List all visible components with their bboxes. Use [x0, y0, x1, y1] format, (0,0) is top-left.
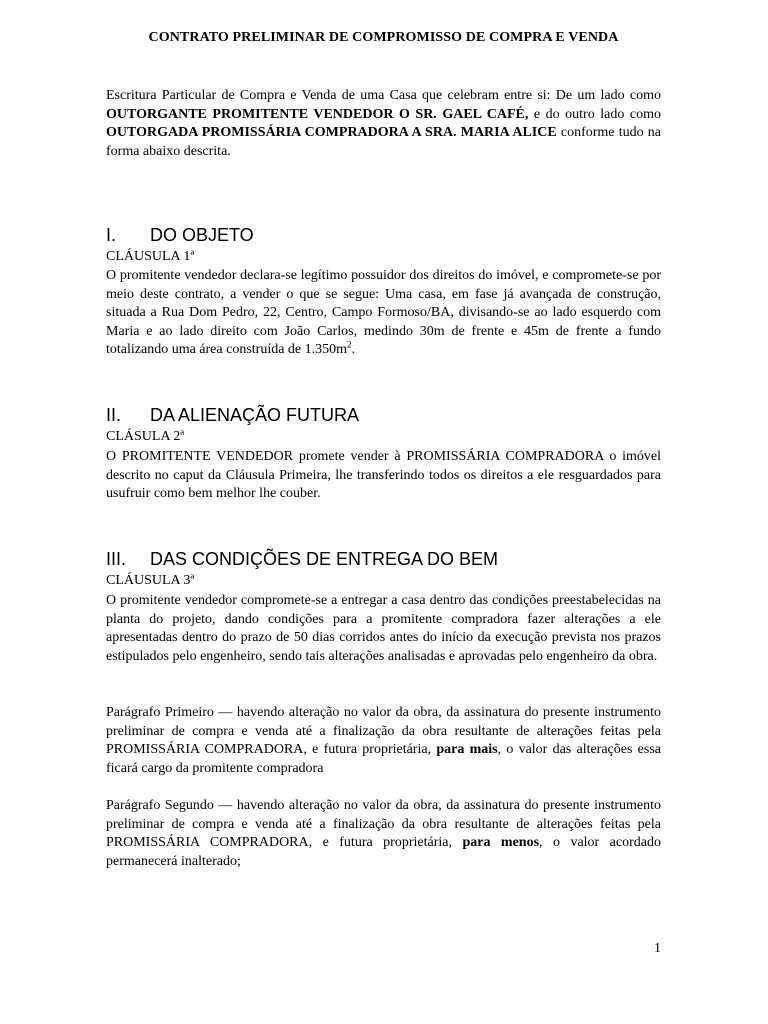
- paragraph-text: , o valor das alterações essa ficará cargo da promitente compradora: [106, 742, 662, 776]
- intro-text: conforme tudo na forma abaixo descrita.: [106, 125, 661, 159]
- paragraph-text: Parágrafo Segundo — havendo alteração no valor da obra, da assinatura do presente instrumento preliminar de compra e venda até a finalização da obra resultante de alterações feitas pela PROMISSÁRIA COMPRADORA, e futura proprietária,: [106, 798, 661, 850]
- paragraph-primeiro: [106, 704, 661, 778]
- buyer-name: OUTORGADA PROMISSÁRIA COMPRADORA A SRA. MARIA ALICE: [106, 125, 557, 140]
- contract-title: CONTRATO PRELIMINAR DE COMPROMISSO DE COMPRA E VENDA: [148, 30, 619, 45]
- section-heading-objeto: [106, 224, 661, 246]
- superscript: 2: [347, 339, 352, 350]
- intro-paragraph: [106, 87, 661, 161]
- section-number: III.: [106, 549, 127, 569]
- section-title: DO OBJETO: [150, 225, 254, 245]
- section-number: I.: [106, 225, 117, 245]
- clause-text: [106, 267, 661, 360]
- paragraph-text: , o valor acordado permanecerá inalterado;: [106, 835, 661, 869]
- intro-text: Escritura Particular de Compra e Venda de uma Casa que celebram entre si: De um lado como: [106, 88, 661, 103]
- page-number: 1: [654, 941, 661, 956]
- paragraph-emphasis: para mais: [436, 742, 498, 757]
- clause-label: CLÁUSULA 1ª: [106, 249, 195, 264]
- clause-label: CLÁSULA 2ª: [106, 429, 185, 444]
- clause-end: .: [351, 342, 356, 357]
- clause-text: O PROMITENTE VENDEDOR promete vender à PROMISSÁRIA COMPRADORA o imóvel descrito no caput da Cláusula Primeira, lhe transferindo todos os direitos a ele resguardados para usufruir como bem melhor lhe couber.: [106, 449, 661, 501]
- intro-text: e do outro lado como: [528, 106, 661, 122]
- paragraph-emphasis: para menos: [462, 835, 540, 850]
- clause-body: O promitente vendedor declara-se legítimo possuidor dos direitos do imóvel, e compromete-se por meio deste contrato, a vender o que se segue: Uma casa, em fase já avançada de construção, situada a Rua Dom Pedro, 22, Centro, Campo Formoso/BA, divisando-se ao lado esquerdo com Maria e ao lado direito com João Carlos, medindo 30m de frente e 45m de frente a fundo totalizando uma área construída de 1.350m: [106, 268, 661, 357]
- section-title: DAS CONDIÇÕES DE ENTREGA DO BEM: [150, 549, 499, 569]
- clause-label: CLÁUSULA 3ª: [106, 573, 195, 588]
- section-title: DA ALIENAÇÃO FUTURA: [150, 405, 360, 425]
- clause-text: O promitente vendedor compromete-se a entregar a casa dentro das condições preestabelecidas na planta do projeto, dando condições para a promitente compradora fazer alterações a ele apresentadas dentro do prazo de 50 dias corridos antes do início da execução prevista nos prazos estipulados pelo engenheiro, sendo tais alterações analisadas e aprovadas pelo engenheiro da obra.: [106, 593, 661, 664]
- paragraph-text: Parágrafo Primeiro — havendo alteração no valor da obra, da assinatura do presente instrumento preliminar de compra e venda até a finalização da obra resultante de alterações feitas pela PROMISSÁRIA COMPRADORA, e futura proprietária,: [106, 705, 661, 757]
- paragraph-segundo: [106, 797, 661, 871]
- seller-name: OUTORGANTE PROMITENTE VENDEDOR O SR. GAEL CAFÉ,: [106, 106, 529, 122]
- section-number: II.: [106, 405, 122, 425]
- section-heading-alienacao: [106, 404, 661, 426]
- section-heading-entrega: [106, 548, 661, 570]
